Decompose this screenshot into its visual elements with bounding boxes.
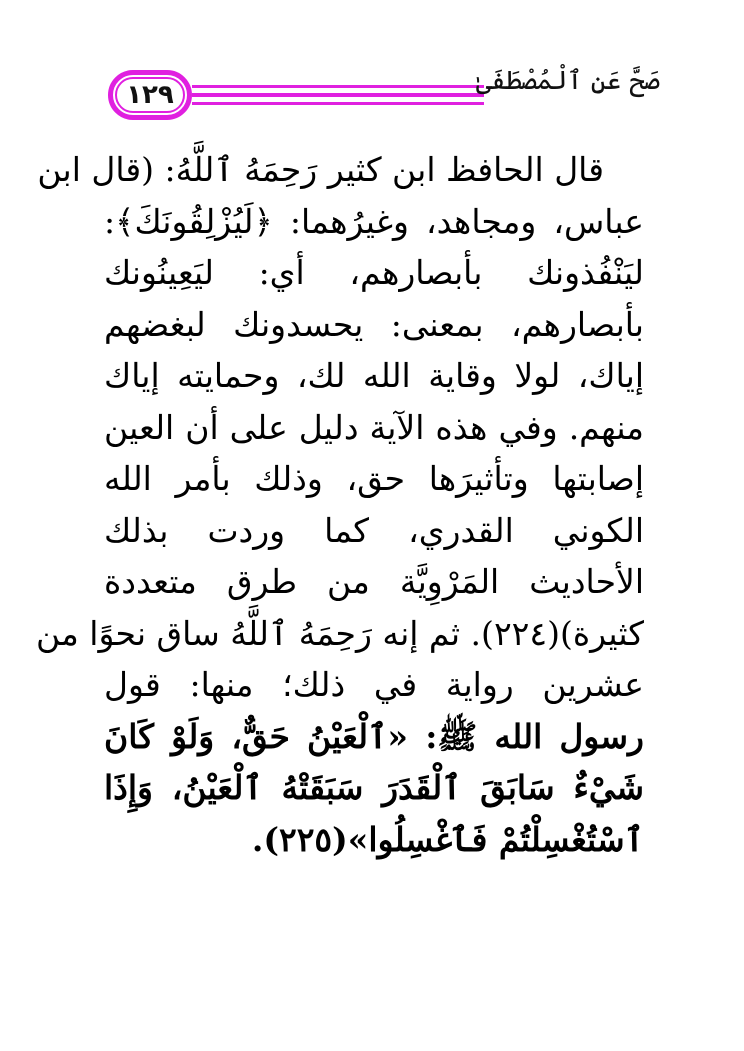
text-line-hadith: ٱسْتُغْسِلْتُمْ فَٱغْسِلُوا»(٢٢٥). xyxy=(251,819,644,859)
text-line: كثيرة)(٢٢٤). ثم إنه رَحِمَهُ ٱللَّهُ ساق نحوًا من xyxy=(36,613,644,653)
header-rule-bottom xyxy=(192,102,484,105)
text-line: إياك، لولا وقاية الله لك، وحمايته إياك xyxy=(104,356,644,395)
text-line: الأحاديث المَرْوِيَّة من طرق متعددة xyxy=(104,562,644,601)
page-number-badge xyxy=(108,70,192,120)
text-line-hadith: شَيْءٌ سَابَقَ ٱلْقَدَرَ سَبَقَتْهُ ٱلْعَيْنُ، وَإِذَا xyxy=(104,768,644,807)
text-line: إصابتها وتأثيرَها حق، وذلك بأمر الله xyxy=(104,459,644,498)
text-line: قال الحافظ ابن كثير رَحِمَهُ ٱللَّهُ: (قال ابن xyxy=(37,150,604,189)
text-line: منهم. وفي هذه الآية دليل على أن العين xyxy=(104,407,644,447)
text-line: عشرين رواية في ذلك؛ منها: قول xyxy=(104,665,644,704)
page-number: ١٢٩ xyxy=(115,77,185,113)
page-header xyxy=(100,62,660,132)
text-line: الكوني القدري، كما وردت بذلك xyxy=(104,510,644,550)
header-rule-top xyxy=(192,85,484,88)
text-line: ليَنْفُذونك بأبصارهم، أي: ليَعِينُونك xyxy=(104,253,644,292)
text-line-hadith: رسول الله ﷺ: «ٱلْعَيْنُ حَقٌّ، وَلَوْ كَانَ xyxy=(104,716,644,756)
header-rule-middle xyxy=(192,93,484,97)
text-line: عباس، ومجاهد، وغيرُهما: ﴿لَيُزْلِقُونَكَ﴾: xyxy=(104,201,644,241)
body-paragraph xyxy=(36,144,644,865)
text-line: بأبصارهم، بمعنى: يحسدونك لبغضهم xyxy=(104,304,644,344)
running-title: صَحَّ عَنِ ٱلْمُصْطَفَىٰ xyxy=(475,66,660,96)
